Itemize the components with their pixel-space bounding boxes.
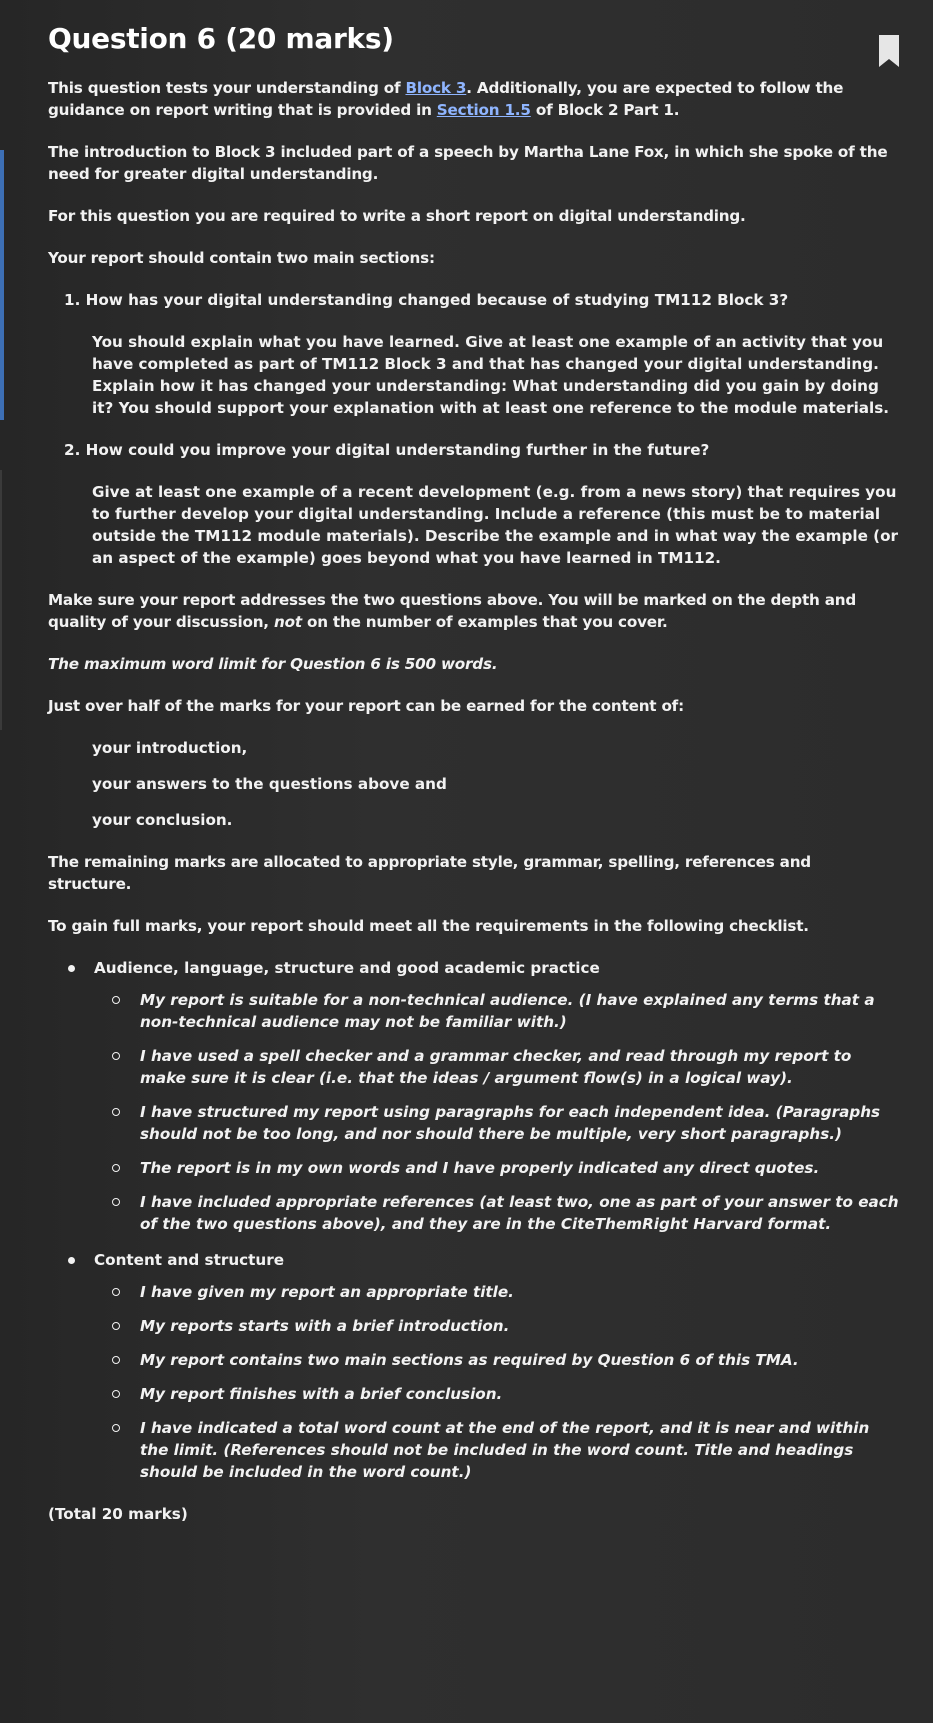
marks-intro: Just over half of the marks for your report can be earned for the content of: xyxy=(48,697,684,715)
intro-paragraph-1 xyxy=(48,77,899,121)
checklist-item: I have indicated a total word count at the end of the report, and it is near and within the limit. (References should not be included in the word count. Title and headings should be included in the word count.) xyxy=(94,1417,899,1483)
intro-text-b: . Additionally, you are expected to follow the guidance on report writing that is provided in xyxy=(48,79,844,119)
make-sure-emphasis: not xyxy=(273,613,302,631)
marks-item: your conclusion. xyxy=(92,811,233,829)
checklist-item: The report is in my own words and I have properly indicated any direct quotes. xyxy=(94,1157,899,1179)
intro-text-a: This question tests your understanding of xyxy=(48,79,406,97)
checklist-item: I have structured my report using paragraphs for each independent idea. (Paragraphs should not be too long, and nor should there be multiple, very short paragraphs.) xyxy=(94,1101,899,1145)
question-2-text: Give at least one example of a recent development (e.g. from a news story) that requires you to further develop your digital understanding. Include a reference (this must be to material outside the TM112 module materials). Describe the example and in what way the example (or an aspect of the example) goes beyond what you have learned in TM112. xyxy=(92,483,899,567)
marks-item: your introduction, xyxy=(92,739,248,757)
checklist-section-content xyxy=(48,1249,899,1483)
checklist-item: My report finishes with a brief conclusion. xyxy=(94,1383,899,1405)
checklist-item: My report is suitable for a non-technical audience. (I have explained any terms that a non-technical audience may not be familiar with.) xyxy=(94,989,899,1033)
word-limit-text: The maximum word limit for Question 6 is 500 words. xyxy=(48,655,498,673)
checklist-item: My reports starts with a brief introduction. xyxy=(94,1315,899,1337)
question-1-text: You should explain what you have learned. Give at least one example of an activity that you have completed as part of TM112 Block 3 and that has changed your digital understanding. Explain how it has changed your understanding: What understanding did you gain by doing it? You should support your explanation with at least one reference to the module materials. xyxy=(92,333,890,417)
remaining-marks: The remaining marks are allocated to appropriate style, grammar, spelling, references and structure. xyxy=(48,853,811,893)
bookmark-icon[interactable] xyxy=(878,34,900,68)
checklist-item: I have included appropriate references (at least two, one as part of your answer to each of the two questions above), and they are in the CiteThemRight Harvard format. xyxy=(94,1191,899,1235)
intro-paragraph-2: The introduction to Block 3 included part of a speech by Martha Lane Fox, in which she spoke of the need for greater digital understanding. xyxy=(48,143,888,183)
left-divider xyxy=(0,470,2,730)
make-sure-text-a: Make sure your report addresses the two questions above. You will be marked on the depth and quality of your discussion, xyxy=(48,591,857,631)
left-accent-bar xyxy=(0,150,4,420)
checklist-sublist xyxy=(94,1281,899,1483)
checklist-item: My report contains two main sections as required by Question 6 of this TMA. xyxy=(94,1349,899,1371)
total-marks: (Total 20 marks) xyxy=(48,1505,188,1523)
page-title: Question 6 (20 marks) xyxy=(48,22,394,55)
checklist-sublist xyxy=(94,989,899,1235)
checklist-intro: To gain full marks, your report should meet all the requirements in the following checklist. xyxy=(48,917,809,935)
marks-item: your answers to the questions above and xyxy=(92,775,447,793)
checklist-item: I have used a spell checker and a grammar checker, and read through my report to make sure it is clear (i.e. that the ideas / argument flow(s) in a logical way). xyxy=(94,1045,899,1089)
intro-text-c: of Block 2 Part 1. xyxy=(530,101,680,119)
checklist-item: I have given my report an appropriate title. xyxy=(94,1281,899,1303)
question-2-heading: 2. How could you improve your digital understanding further in the future? xyxy=(64,441,710,459)
marks-list xyxy=(92,737,899,831)
checklist-section-heading: Audience, language, structure and good academic practice xyxy=(94,959,600,977)
block-3-link[interactable]: Block 3 xyxy=(405,79,467,97)
word-limit xyxy=(48,653,899,675)
checklist-section-audience xyxy=(48,957,899,1235)
question-1-heading: 1. How has your digital understanding changed because of studying TM112 Block 3? xyxy=(64,291,789,309)
intro-paragraph-3: For this question you are required to write a short report on digital understanding. xyxy=(48,207,746,225)
make-sure-text-b: on the number of examples that you cover. xyxy=(301,613,668,631)
intro-paragraph-4: Your report should contain two main sections: xyxy=(48,249,435,267)
make-sure-paragraph xyxy=(48,589,899,633)
section-1-5-link[interactable]: Section 1.5 xyxy=(436,101,531,119)
checklist-section-heading: Content and structure xyxy=(94,1251,284,1269)
checklist xyxy=(48,957,899,1483)
